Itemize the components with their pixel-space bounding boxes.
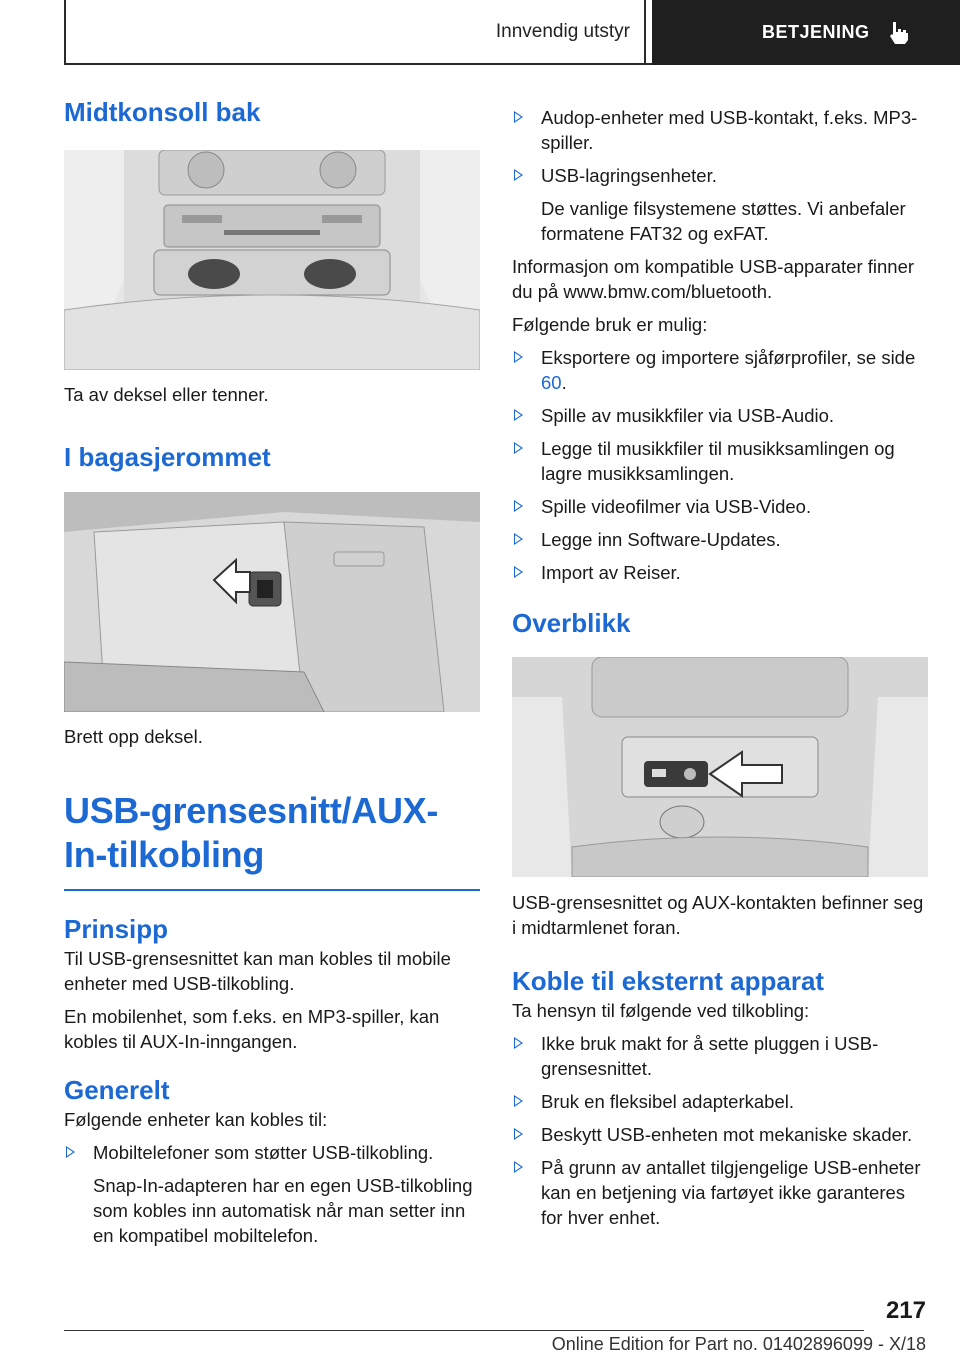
- list-item: [512, 403, 928, 428]
- item-audio: Audop-enheter med USB-kontakt, f.eks. MP3-spiller.: [541, 107, 918, 153]
- heading-overview: Overblikk: [512, 608, 631, 638]
- item-storage: USB-lagringsenheter.: [541, 165, 717, 186]
- uses-list: [512, 345, 928, 585]
- triangle-bullet-icon: [66, 1146, 75, 1158]
- list-item: [512, 105, 928, 155]
- footer-edition: Online Edition for Part no. 01402896099 - X/18: [551, 1334, 926, 1354]
- triangle-bullet-icon: [514, 1095, 523, 1107]
- triangle-bullet-icon: [514, 533, 523, 545]
- overview-photo: [512, 657, 928, 877]
- footer-rule: [64, 1330, 864, 1331]
- compat-info: Informasjon om kompatible USB-apparater finner du på www.bmw.com/bluetooth.: [512, 256, 915, 302]
- principle-paragraph-2: En mobilenhet, som f.eks. en MP3-spiller, kan kobles til AUX-In-inngangen.: [64, 1006, 440, 1052]
- connect-3: Beskytt USB-enheten mot mekaniske skader.: [541, 1124, 913, 1145]
- list-item: [512, 436, 928, 486]
- heading-general: Generelt: [64, 1075, 170, 1105]
- triangle-bullet-icon: [514, 1037, 523, 1049]
- triangle-bullet-icon: [514, 566, 523, 578]
- header-section-title: Innvendig utstyr: [495, 20, 630, 42]
- caption-rear-console: Ta av deksel eller tenner.: [64, 384, 269, 405]
- main-heading-rule: [64, 889, 480, 891]
- use-4: Spille videofilmer via USB-Video.: [541, 496, 812, 517]
- uses-intro: Følgende bruk er mulig:: [512, 314, 708, 335]
- triangle-bullet-icon: [514, 442, 523, 454]
- device-list: [512, 105, 928, 246]
- triangle-bullet-icon: [514, 351, 523, 363]
- triangle-bullet-icon: [514, 409, 523, 421]
- left-column: [64, 96, 480, 1248]
- list-item: [512, 1089, 928, 1114]
- principle-paragraph-1: Til USB-grensesnittet kan man kobles til mobile enheter med USB-tilkobling.: [64, 948, 451, 994]
- caption-overview: USB-grensesnittet og AUX-kontakten befinner seg i midtarmlenet foran.: [512, 892, 924, 938]
- hand-pointer-icon: [888, 21, 910, 45]
- right-column: [512, 105, 928, 1230]
- header-chapter-tab: [652, 0, 960, 65]
- page-number: 217: [885, 1297, 926, 1324]
- use-3: Legge til musikkfiler til musikksamlingen og lagre musikksamlingen.: [541, 438, 895, 484]
- triangle-bullet-icon: [514, 500, 523, 512]
- trunk-photo: [64, 492, 480, 712]
- heading-rear-console: Midtkonsoll bak: [64, 97, 261, 127]
- general-item-1-detail: Snap-In-adapteren har en egen USB-tilkobling som kobles inn automatisk når man setter inn en kompatibel mobiltelefon.: [93, 1175, 473, 1246]
- use-5: Legge inn Software-Updates.: [541, 529, 781, 550]
- main-heading: USB-grensesnitt/AUX-In-tilkobling: [64, 790, 439, 875]
- heading-principle: Prinsipp: [64, 914, 169, 944]
- heading-connect: Koble til eksternt apparat: [512, 966, 825, 996]
- use-1-end: .: [561, 372, 567, 393]
- header-rule: [64, 63, 652, 65]
- rear-console-photo: [64, 150, 480, 370]
- list-item: [512, 527, 928, 552]
- use-1-text: Eksportere og importere sjåførprofiler, se side: [541, 347, 916, 368]
- use-6: Import av Reiser.: [541, 562, 681, 583]
- connect-list: [512, 1031, 928, 1230]
- connect-4: På grunn av antallet tilgjengelige USB-enheter kan en betjening via fartøyet ikke garanteres for hver enhet.: [541, 1157, 921, 1228]
- list-item: [64, 1140, 480, 1248]
- item-storage-detail: De vanlige filsystemene støttes. Vi anbefaler formatene FAT32 og exFAT.: [541, 198, 906, 244]
- triangle-bullet-icon: [514, 169, 523, 181]
- list-item: [512, 1031, 928, 1081]
- triangle-bullet-icon: [514, 1161, 523, 1173]
- connect-intro: Ta hensyn til følgende ved tilkobling:: [512, 1000, 810, 1021]
- list-item: [512, 1155, 928, 1230]
- header-section-tab: [64, 0, 646, 63]
- general-list: [64, 1140, 480, 1248]
- caption-trunk: Brett opp deksel.: [64, 726, 203, 747]
- list-item: [512, 163, 928, 246]
- list-item: [512, 560, 928, 585]
- connect-2: Bruk en fleksibel adapterkabel.: [541, 1091, 794, 1112]
- connect-1: Ikke bruk makt for å sette pluggen i USB-grensesnittet.: [541, 1033, 879, 1079]
- triangle-bullet-icon: [514, 111, 523, 123]
- header-chapter-title: BETJENING: [762, 22, 870, 42]
- list-item: [512, 345, 928, 395]
- use-2: Spille av musikkfiler via USB-Audio.: [541, 405, 835, 426]
- list-item: [512, 1122, 928, 1147]
- general-intro: Følgende enheter kan kobles til:: [64, 1109, 328, 1130]
- general-item-1: Mobiltelefoner som støtter USB-tilkobling.: [93, 1142, 434, 1163]
- list-item: [512, 494, 928, 519]
- page-link[interactable]: 60: [541, 372, 562, 393]
- heading-trunk: I bagasjerommet: [64, 442, 271, 472]
- triangle-bullet-icon: [514, 1128, 523, 1140]
